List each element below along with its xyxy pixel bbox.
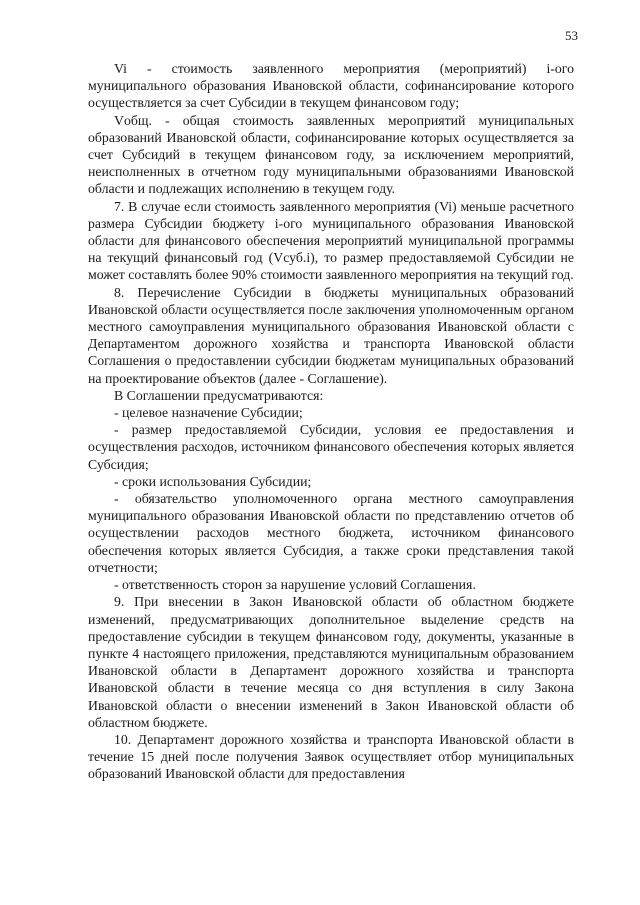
paragraph-8: 8. Перечисление Субсидии в бюджеты муниципальных образований Ивановской области осуществляется после заключения уполномоченным органом местного самоуправления муниципального образования Ивановской области с Департаментом дорожного хозяйства и транспорта Ивановской области Соглашения о предоставлении субсидии бюджетам муниципальных образований на проектирование объектов (далее - Соглашение). (88, 284, 574, 386)
paragraph-vi-definition: Vi - стоимость заявленного мероприятия (мероприятий) i-ого муниципального образования Ивановской области, софинансирование которого осуществляется за счет Субсидии в текущем финансовом году; (88, 61, 574, 111)
list-item-amount: - размер предоставляемой Субсидии, условия ее предоставления и осуществления расходов, источником финансового обеспечения которых является Субсидия; (88, 422, 574, 472)
paragraph-10: 10. Департамент дорожного хозяйства и транспорта Ивановской области в течение 15 дней после получения Заявок осуществляет отбор муниципальных образований Ивановской области для предоставления (88, 731, 574, 782)
list-item-liability: - ответственность сторон за нарушение условий Соглашения. (114, 577, 476, 593)
list-item-terms: - сроки использования Субсидии; (114, 473, 312, 489)
paragraph-7: 7. В случае если стоимость заявленного мероприятия (Vi) меньше расчетного размера Субсидии бюджету i-ого муниципального образования Ивановской области для финансового обеспечения мероприятий муниципальной программы на текущий финансовый год (Vсуб.i), то размер предоставляемой Субсидии не может составлять более 90% стоимости заявленного мероприятия на текущий год. (88, 198, 574, 283)
page-number: 53 (565, 28, 578, 43)
list-item-reporting: - обязательство уполномоченного органа местного самоуправления муниципального образования Ивановской области по представлению отчетов об осуществлении расходов местного бюджета, источником финансового обеспечения которых является Субсидия, а также сроки представления такой отчетности; (88, 491, 574, 575)
paragraph-vtotal-definition: Vобщ. - общая стоимость заявленных мероприятий муниципальных образований Ивановской области, софинансирование которых осуществляется за счет Субсидий в текущем финансовом году, за исключением мероприятий, неисполненных в отчетном году муниципальными образованиями Ивановской области и подлежащих исполнению в текущем году. (88, 112, 574, 197)
paragraph-9: 9. При внесении в Закон Ивановской области об областном бюджете изменений, предусматривающих дополнительное выделение средств на предоставление субсидии в текущем финансовом году, документы, указанные в пункте 4 настоящего приложения, представляются муниципальным образованием Ивановской области в Департамент дорожного хозяйства и транспорта Ивановской области в течение месяца со дня вступления в силу Закона Ивановской области о внесении изменений в Закон Ивановской области об областном бюджете. (88, 594, 574, 730)
list-item-purpose: - целевое назначение Субсидии; (114, 405, 303, 421)
body-text (88, 60, 574, 783)
paragraph-agreement-intro: В Соглашении предусматриваются: (114, 387, 324, 403)
